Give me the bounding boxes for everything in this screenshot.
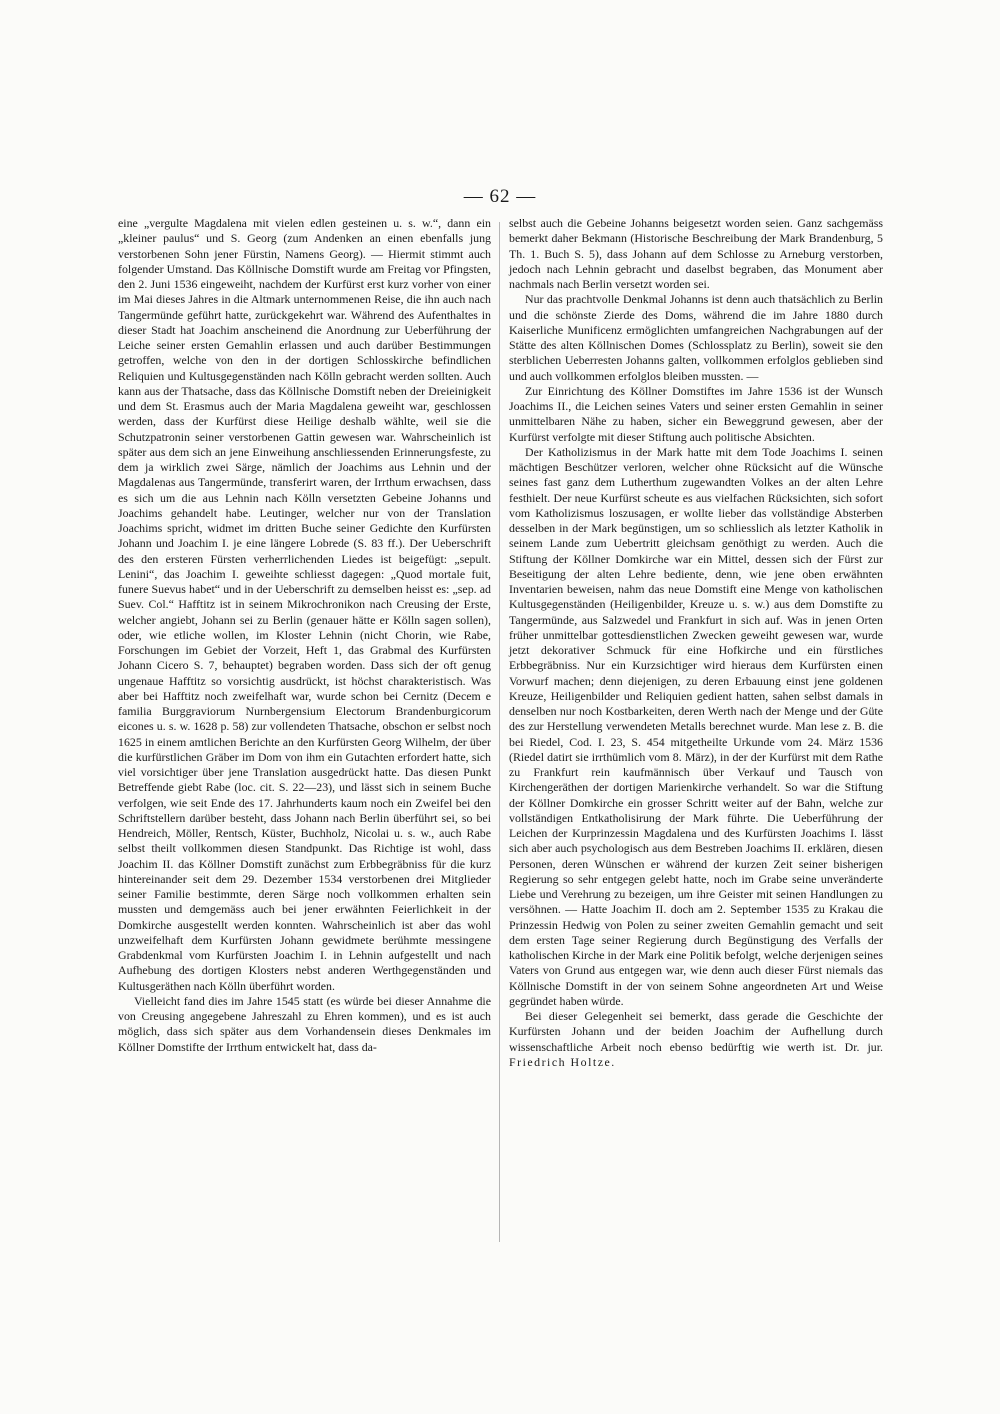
right-column bbox=[509, 216, 883, 1070]
paragraph: Der Katholizismus in der Mark hatte mit dem Tode Joachims I. seinen mächtigen Beschützer verloren, welcher ohne Rücksicht auf die Wünsche seines fast ganz dem Lutherthum zugewandten Volkes an der alten Lehre festhielt. Der neue Kurfürst scheute es aus vielfachen Rücksichten, sich sofort vom Katholizismus loszusagen, er wollte lieber das vollständige Absterben desselben in der Mark begünstigen, um so schliesslich als letzter Katholik in seinem Lande zum Uebertritt gleichsam genöthigt zu werden. Auch die Stiftung der Köllner Domkirche war ein Mittel, dessen sich der Fürst zur Beseitigung der alten Lehre bediente, denn, wie jene oben erwähnten Inventarien beweisen, nahm das neue Domstift eine Menge von katholischen Kultusgegenständen (Heiligenbilder, Kreuze u. s. w.) aus dem Domstifte zu Tangermünde, aus Salzwedel und Frankfurt in sich auf. Was in jenen Orten früher unmittelbar gottesdienstlichen Zwecken geweiht gewesen war, wurde jetzt dekorativer Schmuck für eine Hofkirche und ein fürstliches Erbbegräbniss. Nur ein Kurzsichtiger wird hieraus dem Kurfürsten einen Vorwurf machen; denn diejenigen, zu deren Erbauung einst jene goldenen Kreuze, Heiligenbilder und Reliquien gedient hatten, sahen selbst damals in denselben nur noch Kostbarkeiten, deren Werth nach der Menge und der Güte des zur Herstellung verwendeten Metalls berechnet wurde. Man lese z. B. die bei Riedel, Cod. I. 23, S. 454 mitgetheilte Urkunde vom 24. März 1536 (Riedel datirt sie irrthümlich vom 8. März), in der der Kurfürst mit dem Rathe zu Frankfurt rein kaufmännisch über Verkauf und Tausch von Kirchengeräthen der dortigen Marienkirche verhandelt. So war die Stiftung der Köllner Domkirche ein grosser Schritt weiter auf der Bahn, welche zur vollständigen Entkatholisirung der Mark führte. Die Ueberführung der Leichen der Kurprinzessin Magdalena und des Kurfürsten Joachims I. lässt sich aber auch psychologisch aus dem Bestreben Joachims II. erklären, diesen Personen, deren Wünschen er während der kurzen Zeit seiner bisherigen Regierung so sehr entgegen gelebt hatte, noch im Grabe seine unveränderte Liebe und Verehrung zu bezeigen, um ihre Geister mit seinen Handlungen zu versöhnen. — Hatte Joachim II. doch am 2. September 1535 zu Krakau die Prinzessin Hedwig von Polen zu seiner zweiten Gemahlin gemacht und seit dem ersten Tage seiner Regierung durch Begünstigung des Verfalls der katholischen Kirche in der Mark eine Politik befolgt, welche derjenigen seines Vaters von Grund aus entgegen war, wie denn auch dieser Fürst niemals das Köllnische Domstift in der von seinem Sohne angeordneten Art und Weise gegründet haben würde. bbox=[509, 444, 883, 1008]
paragraph: Nur das prachtvolle Denkmal Johanns ist denn auch thatsächlich zu Berlin und die schönste Zierde des Doms, während die im Jahre 1880 durch Kaiserliche Munificenz ermöglichten umfangreichen Nachgrabungen auf der Stätte des alten Köllnischen Domes (Schlossplatz zu Berlin), soweit sie den sterblichen Ueberresten Johanns galten, vollkommen erfolglos geblieben sind und auch vollkommen erfolglos bleiben mussten. — bbox=[509, 292, 883, 383]
paragraph: Zur Einrichtung des Köllner Domstiftes im Jahre 1536 ist der Wunsch Joachims II., die Leichen seines Vaters und seiner ersten Gemahlin in seiner unmittelbaren Nähe zu haben, sicher ein Beweggrund gewesen, aber der Kurfürst verfolgte mit dieser Stiftung auch politische Absichten. bbox=[509, 383, 883, 444]
left-column bbox=[118, 216, 491, 1055]
paragraph: Vielleicht fand dies im Jahre 1545 statt (es würde bei dieser Annahme die von Creusing angegebene Jahreszahl zu Ehren kommen), und es ist auch möglich, dass sich später aus dem Vorhandensein dieses Denkmales im Köllner Domstifte der Irrthum entwickelt hat, dass da- bbox=[118, 993, 491, 1054]
paragraph-closing bbox=[509, 1009, 883, 1070]
column-divider bbox=[499, 222, 500, 1242]
paragraph: eine „vergulte Magdalena mit vielen edlen gesteinen u. s. w.“, dann ein „kleiner paulus“ und S. Georg (zum Andenken an einen ebenfalls jung verstorbenen Sohn jener Fürstin, Namens Georg). — Hiermit stimmt auch folgender Umstand. Das Köllnische Domstift wurde am Freitag vor Pfingsten, den 2. Juni 1536 eingeweiht, nachdem der Kurfürst erst kurz vorher von einer im Mai dieses Jahres in die Altmark unternommenen Reise, die ihn auch nach Tangermünde geführt hatte, zurückgekehrt war. Während des Aufenthaltes in dieser Stadt hat Joachim anscheinend die Anordnung zur Ueberführung der Leiche seiner ersten Gemahlin erlassen und auch darüber Bestimmungen getroffen, welche von den in der dortigen Schlosskirche befindlichen Reliquien und Kultusgegenständen nach Kölln gebracht werden sollten. Auch kann aus der Thatsache, dass das Köllnische Domstift neben der Dreieinigkeit und dem St. Erasmus auch der Maria Magdalena geweiht war, geschlossen werden, dass der Kurfürst diese Heilige deshalb wählte, weil sie die Schutzpatronin seiner verstorbenen Gattin gewesen war. Wahrscheinlich ist später aus dem sich an jene Einweihung anschliessenden Erinnerungsfeste, zu dem ja wirklich zwei Särge, nämlich der Joachims aus Lehnin und der Magdalenas aus Tangermünde, transferirt waren, der Irrthum erwachsen, dass es sich um die aus Lehnin nach Kölln versetzten Gebeine Johanns und Joachims gehandelt habe. Leutinger, welcher nur von der Translation Joachims spricht, widmet im dritten Buche seiner Gedichte den Kurfürsten Johann und Joachim I. je eine längere Lobrede (S. 83 ff.). Der Ueberschrift des den ersteren Fürsten verherrlichenden Liedes ist beigefügt: „sepult. Lenini“, das Joachim I. geweihte schliesst dagegen: „Quod mortale fuit, funere Suevus habet“ und in der Ueberschrift zu demselben heisst es: „sep. ad Suev. Col.“ Hafftitz ist in seinem Mikrochronikon nach Creusing der Erste, welcher angiebt, Johann sei zu Berlin (genauer hätte er Kölln sagen sollen), oder, wie etliche wollen, im Kloster Lehnin (nicht Chorin, wie Rabe, Forschungen im Gebiet der Vorzeit, Heft 1, das Grabmal des Kurfürsten Johann Cicero S. 7, behauptet) begraben worden. Dass sich der oft genug ungenaue Hafftitz so vorsichtig ausdrückt, ist höchst charakteristisch. Was aber bei Hafftitz noch zweifelhaft war, wurde schon bei Cernitz (Decem e familia Burggraviorum Nurnbergensium Electorum Brandenburgicorum eicones u. s. w. 1628 p. 58) zur vollendeten Thatsache, obschon er selbst noch 1625 in einem amtlichen Berichte an den Kurfürsten Georg Wilhelm, der über die kurfürstlichen Gräber im Dom von ihm ein Gutachten erfordert hatte, sich viel vorsichtiger über jene Translation ausgedrückt hatte. Das diesen Punkt Betreffende giebt Rabe (loc. cit. S. 22—23), und lässt sich in seinem Buche verfolgen, wie seit Ende des 17. Jahrhunderts kaum noch ein Zweifel bei den Schriftstellern darüber besteht, dass Johann nach Berlin überführt sei, so bei Hendreich, Möller, Rentsch, Küster, Buchholz, Nicolai u. s. w., auch Rabe selbst theilt vollkommen diesen Standpunkt. Das Richtige ist wohl, dass Joachim II. das Köllner Domstift zunächst zum Erbbegräbniss für die kurz hintereinander seit dem 29. Dezember 1534 verstorbenen drei Mitglieder seiner Familie bestimmte, deren Särge noch vollkommen erhalten sein mussten und demgemäss auch bei jener erwähnten Feierlichkeit in der Domkirche ausgestellt werden konnten. Wahrscheinlich ist aber das wohl unzweifelhaft dem Kurfürsten Johann gewidmete berühmte messingene Grabdenkmal vom Kurfürsten Joachim I. in Lehnin aufgestellt und nach Aufhebung des dortigen Klosters nebst anderen Werthgegenständen und Kultusgeräthen nach Kölln überführt worden. bbox=[118, 216, 491, 993]
author-signature: Friedrich Holtze. bbox=[509, 1054, 616, 1069]
page-number: — 62 — bbox=[463, 186, 537, 207]
signature-prefix: Dr. jur. bbox=[844, 1039, 883, 1054]
closing-text: Bei dieser Gelegenheit sei bemerkt, dass gerade die Geschichte der Kurfürsten Johann und der beiden Joachim der Aufhellung durch wissenschaftliche Arbeit noch ebenso bedürftig wie werth ist. bbox=[509, 1009, 883, 1054]
paragraph: selbst auch die Gebeine Johanns beigesetzt worden seien. Ganz sachgemäss bemerkt daher Bekmann (Historische Beschreibung der Mark Brandenburg, 5 Th. 1. Buch S. 5), dass Johann auf dem Schlosse zu Arneburg verstorben, jedoch nach Lehnin gebracht und daselbst begraben, das Monument aber nachmals nach Berlin versetzt worden sei. bbox=[509, 216, 883, 291]
